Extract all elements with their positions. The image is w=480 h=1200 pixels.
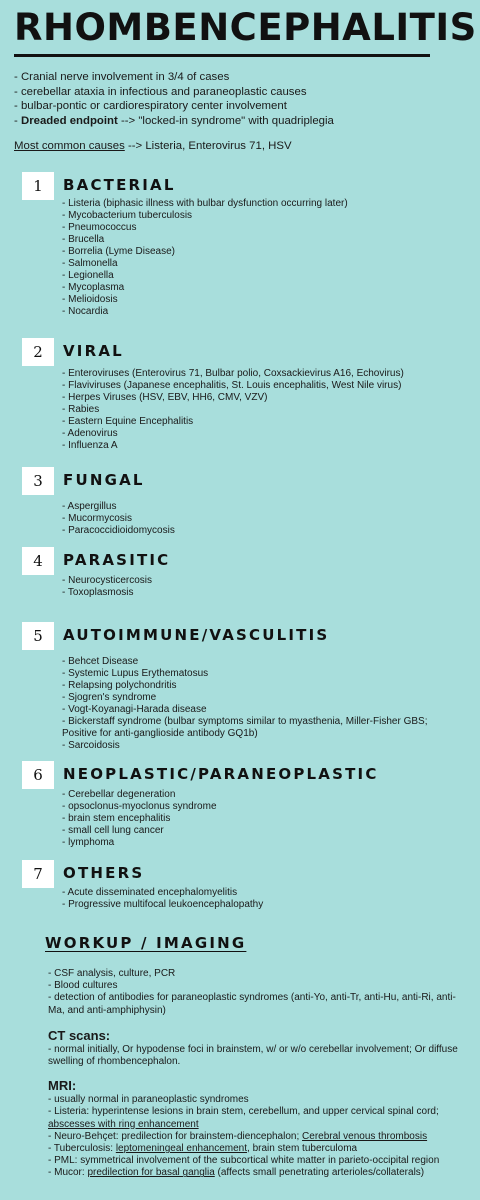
section-items [62,887,263,911]
list-item: - Eastern Equine Encephalitis [62,416,194,427]
list-item: - Mycobacterium tuberculosis [62,210,193,221]
section-items [62,198,348,318]
mri-section [48,1080,468,1180]
section-items [62,501,175,537]
list-item: - detection of antibodies for paraneoplastic syndromes (anti-Yo, anti-Tr, anti-Hu, anti-Ri, anti-Ma, and anti-amphiphysin) [48,992,456,1016]
title-underline [14,54,430,57]
mri-listeria-abscess: abscesses with ring enhancement [48,1118,199,1130]
intro-item: - Cranial nerve involvement in 3/4 of cases [14,71,230,83]
list-item: - Listeria (biphasic illness with bulbar dysfunction occurring later) [62,198,348,209]
section-items [62,368,404,452]
intro-item: - cerebellar ataxia in infectious and paraneoplastic causes [14,85,307,98]
mri-item-tb [48,1143,468,1155]
mri-mucor-prefix: - Mucor: [48,1167,88,1179]
list-item: - Bickerstaff syndrome (bulbar symptoms similar to myasthenia, Miller-Fisher GBS; Positive for anti-ganglioside antibody GQ1b) [62,716,428,739]
section-number: 1 [22,172,54,200]
section-number: 6 [22,761,54,789]
mri-item-pml: - PML: symmetrical involvement of the subcortical white matter in parieto-occipital region [48,1155,440,1167]
list-item: - lymphoma [62,837,115,848]
mri-mucor-rest: (affects small penetrating arterioles/collaterals) [214,1167,425,1179]
list-item: - Aspergillus [62,501,117,512]
common-causes-text: --> Listeria, Enterovirus 71, HSV [124,140,292,152]
ct-heading: CT scans: [48,1028,111,1043]
section-title: AUTOIMMUNE/VASCULITIS [63,626,330,644]
section-number: 3 [22,467,54,495]
list-item: - Rabies [62,404,100,415]
list-item: - Cerebellar degeneration [62,789,176,800]
dreaded-endpoint-text: --> "locked-in syndrome" with quadriplegia [117,114,334,127]
intro-item-endpoint [14,114,474,129]
list-item: - Nocardia [62,306,109,317]
section-title: FUNGAL [63,471,145,489]
list-item: - small cell lung cancer [62,825,164,836]
list-item: - Adenovirus [62,428,118,439]
workup-tests [48,968,468,1017]
mri-item-behcet [48,1131,468,1143]
list-item: - Toxoplasmosis [62,587,134,598]
list-item: - Enteroviruses (Enterovirus 71, Bulbar polio, Coxsackievirus A16, Echovirus) [62,368,404,379]
list-item: - Relapsing polychondritis [62,680,177,691]
common-causes-label: Most common causes [14,140,125,152]
mri-item-mucor [48,1167,468,1179]
mri-mucor-basal: predilection for basal ganglia [87,1167,215,1179]
list-item: - Borrelia (Lyme Disease) [62,246,175,257]
section-items [62,656,442,752]
list-item: - opsoclonus-myoclonus syndrome [62,801,217,812]
mri-behcet-cvt: Cerebral venous thrombosis [302,1130,428,1142]
mri-behcet-text: - Neuro-Behçet: predilection for brainstem-diencephalon; [48,1130,303,1142]
mri-tb-rest: , brain stem tuberculoma [247,1143,358,1155]
section-title: PARASITIC [63,551,171,569]
mri-item-listeria [48,1106,468,1130]
list-item: - Influenza A [62,440,118,451]
workup-title: WORKUP / IMAGING [45,934,247,952]
mri-tb-prefix: - Tuberculosis: [48,1143,116,1155]
section-title: BACTERIAL [63,176,176,194]
list-item: - Paracoccidioidomycosis [62,525,175,536]
page-title: RHOMBENCEPHALITIS [14,6,477,49]
section-number: 5 [22,622,54,650]
list-item: - Blood cultures [48,980,118,992]
list-item: - Sarcoidosis [62,740,120,751]
list-item: - Salmonella [62,258,118,269]
list-item: - Sjogren's syndrome [62,692,157,703]
intro-item: - bulbar-pontic or cardiorespiratory center involvement [14,100,287,112]
list-item: - Behcet Disease [62,656,139,667]
list-item: - Vogt-Koyanagi-Harada disease [62,704,207,715]
section-number: 2 [22,338,54,366]
ct-text: - normal initially, Or hypodense foci in brainstem, w/ or w/o cerebellar involvement; Or diffuse swelling of rhombencephalon. [48,1044,458,1068]
ct-section [48,1030,468,1069]
list-item: - Flaviviruses (Japanese encephalitis, St. Louis encephalitis, West Nile virus) [62,380,402,391]
section-number: 7 [22,860,54,888]
section-title: NEOPLASTIC/PARANEOPLASTIC [63,765,379,783]
dreaded-endpoint-label: Dreaded endpoint [20,114,118,127]
mri-tb-lepto: leptomeningeal enhancement [115,1143,248,1155]
list-item: - Acute disseminated encephalomyelitis [62,887,238,898]
list-item: - Pneumococcus [62,222,137,233]
list-item: - Brucella [62,234,105,245]
list-item: - Neurocysticercosis [62,575,153,586]
list-item: - Progressive multifocal leukoencephalopathy [62,899,264,910]
section-title: VIRAL [63,342,124,360]
list-item: - Systemic Lupus Erythematosus [62,668,209,679]
mri-item: - usually normal in paraneoplastic syndromes [48,1094,249,1106]
common-causes [14,140,292,152]
list-item: - Mucormycosis [62,513,133,524]
list-item: - Mycoplasma [62,282,125,293]
intro-list [14,70,474,128]
section-title: OTHERS [63,864,145,882]
mri-listeria-text: - Listeria: hyperintense lesions in brain stem, cerebellum, and upper cervical spinal cord; [48,1106,439,1118]
mri-heading: MRI: [48,1078,77,1093]
intro-prefix: - [14,114,21,127]
section-items [62,789,217,849]
list-item: - Legionella [62,270,114,281]
list-item: - Herpes Viruses (HSV, EBV, HH6, CMV, VZV) [62,392,268,403]
list-item: - CSF analysis, culture, PCR [48,968,176,979]
list-item: - Melioidosis [62,294,118,305]
list-item: - brain stem encephalitis [62,813,171,824]
section-number: 4 [22,547,54,575]
section-items [62,575,152,599]
